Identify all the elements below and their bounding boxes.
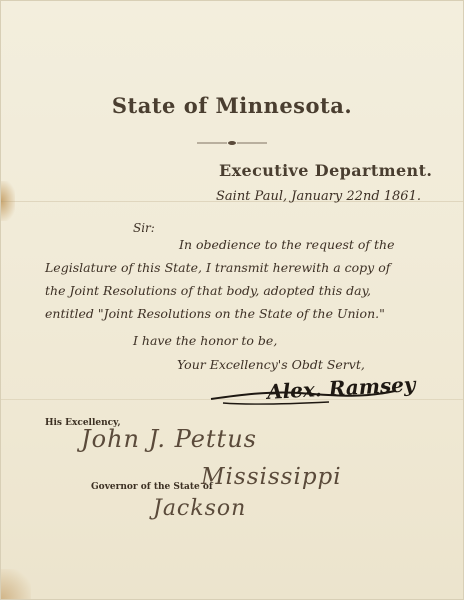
body-line: Legislature of this State, I transmit herewith a copy of bbox=[45, 260, 391, 275]
paper-stain bbox=[1, 569, 31, 599]
ornament-divider bbox=[197, 140, 267, 146]
letterhead-title: State of Minnesota. bbox=[111, 93, 353, 118]
closing-honor: I have the honor to be, bbox=[133, 333, 278, 348]
addressee-label: His Excellency, bbox=[45, 418, 121, 428]
body-line: In obedience to the request of the bbox=[179, 237, 395, 252]
signature: Alex. Ramsey bbox=[266, 372, 417, 404]
governor-label: Governor of the State of bbox=[91, 482, 213, 492]
body-line: the Joint Resolutions of that body, adopted this day, bbox=[45, 283, 372, 298]
closing-servant: Your Excellency's Obdt Servt, bbox=[177, 357, 365, 372]
letterhead-department: Executive Department. bbox=[219, 161, 433, 180]
addressee-name: John J. Pettus bbox=[81, 425, 257, 453]
addressee-city: Jackson bbox=[153, 496, 247, 521]
salutation: Sir: bbox=[133, 221, 155, 235]
dateline: Saint Paul, January 22nd 1861. bbox=[216, 189, 421, 204]
body-line: entitled "Joint Resolutions on the State of the Union." bbox=[45, 306, 385, 321]
addressee-state: Mississippi bbox=[201, 464, 342, 490]
